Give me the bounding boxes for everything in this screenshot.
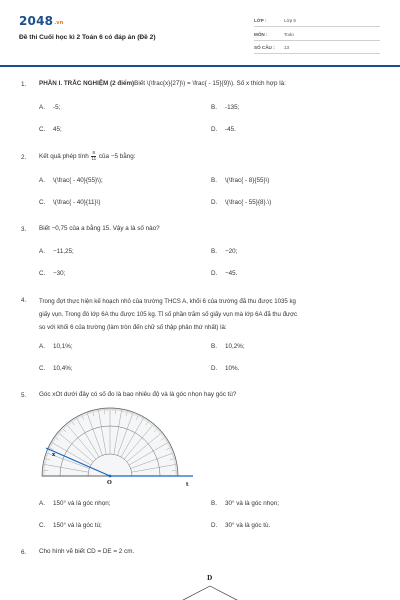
option-4d[interactable]: D. 10%.	[211, 365, 240, 372]
protractor	[42, 408, 178, 476]
option-5a[interactable]: A. 150° và là góc nhọn;	[39, 500, 111, 507]
vertex-label: O	[107, 480, 112, 486]
class-label: LỚP :	[254, 18, 267, 23]
question-5-text: Góc xOt dưới đây có số đo là bao nhiêu độ và là góc nhọn hay góc tù?	[39, 391, 237, 398]
question-count-value: 13	[284, 45, 290, 50]
question-6-text: Cho hình vẽ biết CD = DE = 2 cm.	[39, 548, 135, 555]
option-5d[interactable]: D. 30° và là góc tù.	[211, 522, 271, 529]
option-1d[interactable]: D. -45.	[211, 126, 236, 133]
subject-value: Toán	[284, 32, 294, 37]
question-3-number: 3.	[21, 226, 27, 233]
question-5-number: 5.	[21, 392, 27, 399]
class-value: Lớp 6	[284, 18, 296, 23]
option-5b[interactable]: B. 30° và là góc nhọn;	[211, 500, 279, 507]
field-divider	[254, 40, 380, 41]
option-2b[interactable]: B. \(\frac{ - 8}{55}\)	[211, 177, 270, 184]
option-3c[interactable]: C. −30;	[39, 270, 66, 277]
question-1-text	[39, 79, 384, 89]
question-4-text: Trong đợt thực hiện kế hoạch nhỏ của trường THCS A, khối 6 của trường đã thu được 1035 kg giấy vụn. Trong đó lớp 6A thu được 105 kg. Tỉ số phần trăm số giấy vụn mà lớp 6A đã thu được so với khối 6 của trường (làm tròn đến chữ số thập phân thứ nhất) là:	[39, 298, 298, 331]
protractor-figure	[28, 400, 208, 492]
option-4c[interactable]: C. 10,4%;	[39, 365, 73, 372]
logo-suffix: .vn	[54, 20, 64, 26]
option-3d[interactable]: D. −45.	[211, 270, 238, 277]
option-1c[interactable]: C. 45;	[39, 126, 62, 133]
header-rule	[0, 65, 400, 67]
option-2c[interactable]: C. \(\frac{ - 40}{11}\)	[39, 199, 101, 206]
document-title: Đề thi Cuối học kì 2 Toán 6 có đáp án (Đề 2)	[19, 34, 156, 41]
question-2-text: Kết quả phép tính $\frac{8}{11}$ của −5 bằng:	[39, 150, 136, 161]
vertex-dot	[109, 475, 112, 478]
question-1-prompt: Biết \(\frac{x}{27}\) = \frac{ - 15}{9}\). Số x thích hợp là:	[134, 80, 286, 87]
subject-label: MÔN :	[254, 32, 268, 37]
question-4-number: 4.	[21, 297, 27, 304]
question-count-label: SỐ CÂU :	[254, 45, 275, 50]
point-d-label: D	[207, 575, 213, 582]
question-3-text: Biết −0,75 của a bằng 15. Vậy a là số nào?	[39, 225, 160, 232]
option-2d[interactable]: D. \(\frac{ - 55}{8}.\)	[211, 199, 272, 206]
option-2a[interactable]: A. \(\frac{ - 40}{55}\);	[39, 177, 103, 184]
option-4a[interactable]: A. 10,1%;	[39, 343, 73, 350]
triangle-figure	[150, 568, 280, 600]
segment-dc	[160, 586, 210, 600]
option-4b[interactable]: B. 10,2%;	[211, 343, 245, 350]
option-1a[interactable]: A. -5;	[39, 104, 61, 111]
question-1-number: 1.	[21, 81, 27, 88]
site-logo[interactable]	[19, 14, 64, 28]
option-5c[interactable]: C. 150° và là góc tù;	[39, 522, 102, 529]
option-1b[interactable]: B. -135;	[211, 104, 240, 111]
field-divider	[254, 26, 380, 27]
option-3b[interactable]: B. −20;	[211, 248, 238, 255]
logo-text: 2048	[19, 14, 54, 28]
ray-x-label: x	[52, 452, 56, 458]
segment-de	[210, 586, 260, 600]
option-3a[interactable]: A. −11,25;	[39, 248, 74, 255]
ray-t-label: t	[186, 482, 189, 488]
field-divider	[254, 53, 380, 54]
question-6-number: 6.	[21, 549, 27, 556]
fraction: $\frac{8}{11}$	[91, 150, 97, 161]
question-2-number: 2.	[21, 154, 27, 161]
section-heading: PHẦN I. TRẮC NGHIỆM (2 điểm)	[39, 80, 135, 87]
